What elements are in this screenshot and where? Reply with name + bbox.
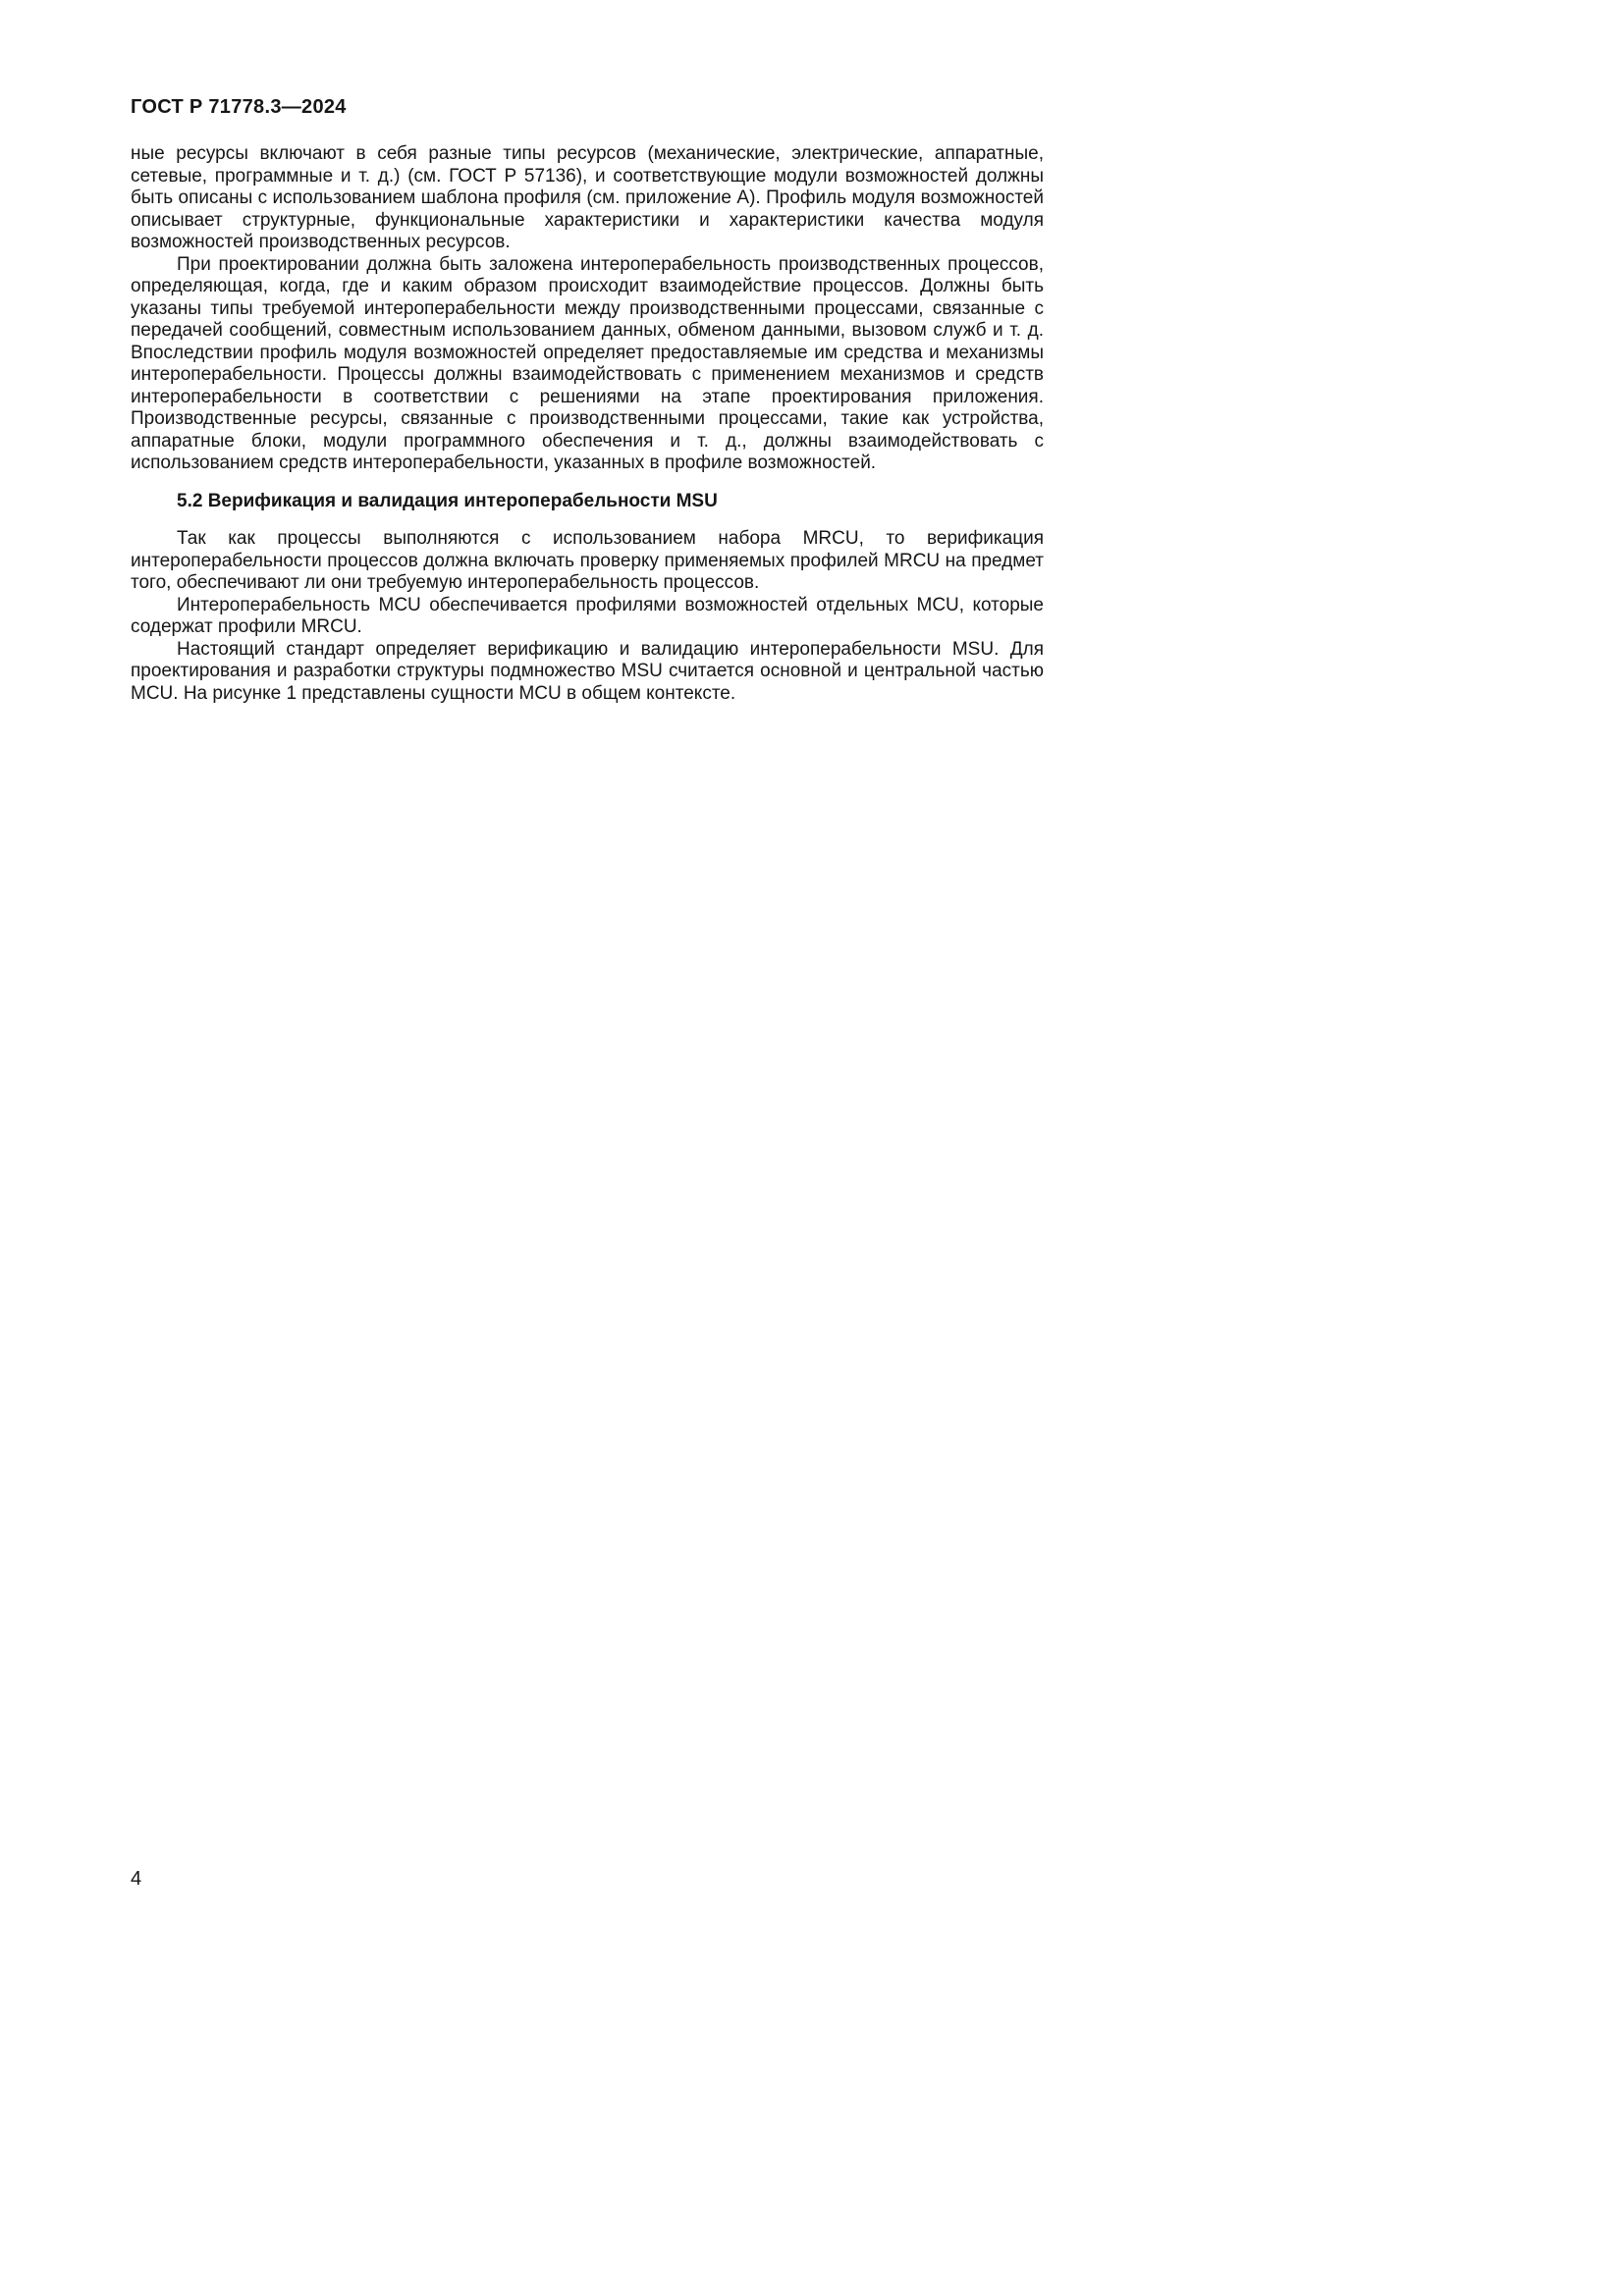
paragraph: Так как процессы выполняются с использованием набора MRCU, то верификация интероперабельности процессов должна включать проверку применяемых профилей MRCU на предмет того, обеспечивают ли они требуемую интероперабельность процессов. [131, 528, 1044, 593]
paragraph-continuation: ные ресурсы включают в себя разные типы ресурсов (механические, электрические, аппаратные, сетевые, программные и т. д.) (см. ГОСТ Р 57136), и соответствующие модули возможностей должны быть описаны с использованием шаблона профиля (см. приложение А). Профиль модуля возможностей описывает структурные, функциональные характеристики и характеристики качества модуля возможностей производственных ресурсов. [131, 143, 1044, 252]
document-body [131, 143, 1044, 705]
paragraph: Настоящий стандарт определяет верификацию и валидацию интероперабельности MSU. Для проектирования и разработки структуры подмножество MSU считается основной и центральной частью MCU. На рисунке 1 представлены сущности MCU в общем контексте. [131, 638, 1044, 704]
running-header: ГОСТ Р 71778.3—2024 [131, 96, 347, 118]
paragraph: При проектировании должна быть заложена интероперабельность производственных процессов, определяющая, когда, где и каким образом происходит взаимодействие процессов. Должны быть указаны типы требуемой интероперабельности между производственными процессами, связанные с передачей сообщений, совместным использованием данных, обменом данными, вызовом служб и т. д. Впоследствии профиль модуля возможностей определяет предоставляемые им средства и механизмы интероперабельности. Процессы должны взаимодействовать с применением механизмов и средств интероперабельности в соответствии с решениями на этапе проектирования приложения. Производственные ресурсы, связанные с производственными процессами, такие как устройства, аппаратные блоки, модули программного обеспечения и т. д., должны взаимодействовать с использованием средств интероперабельности, указанных в профиле возможностей. [131, 253, 1044, 473]
paragraph: Интероперабельность MCU обеспечивается профилями возможностей отдельных MCU, которые содержат профили MRCU. [131, 594, 1044, 637]
page-number: 4 [131, 1868, 142, 1890]
section-heading-5-2: 5.2 Верификация и валидация интероперабельности MSU [177, 490, 718, 511]
